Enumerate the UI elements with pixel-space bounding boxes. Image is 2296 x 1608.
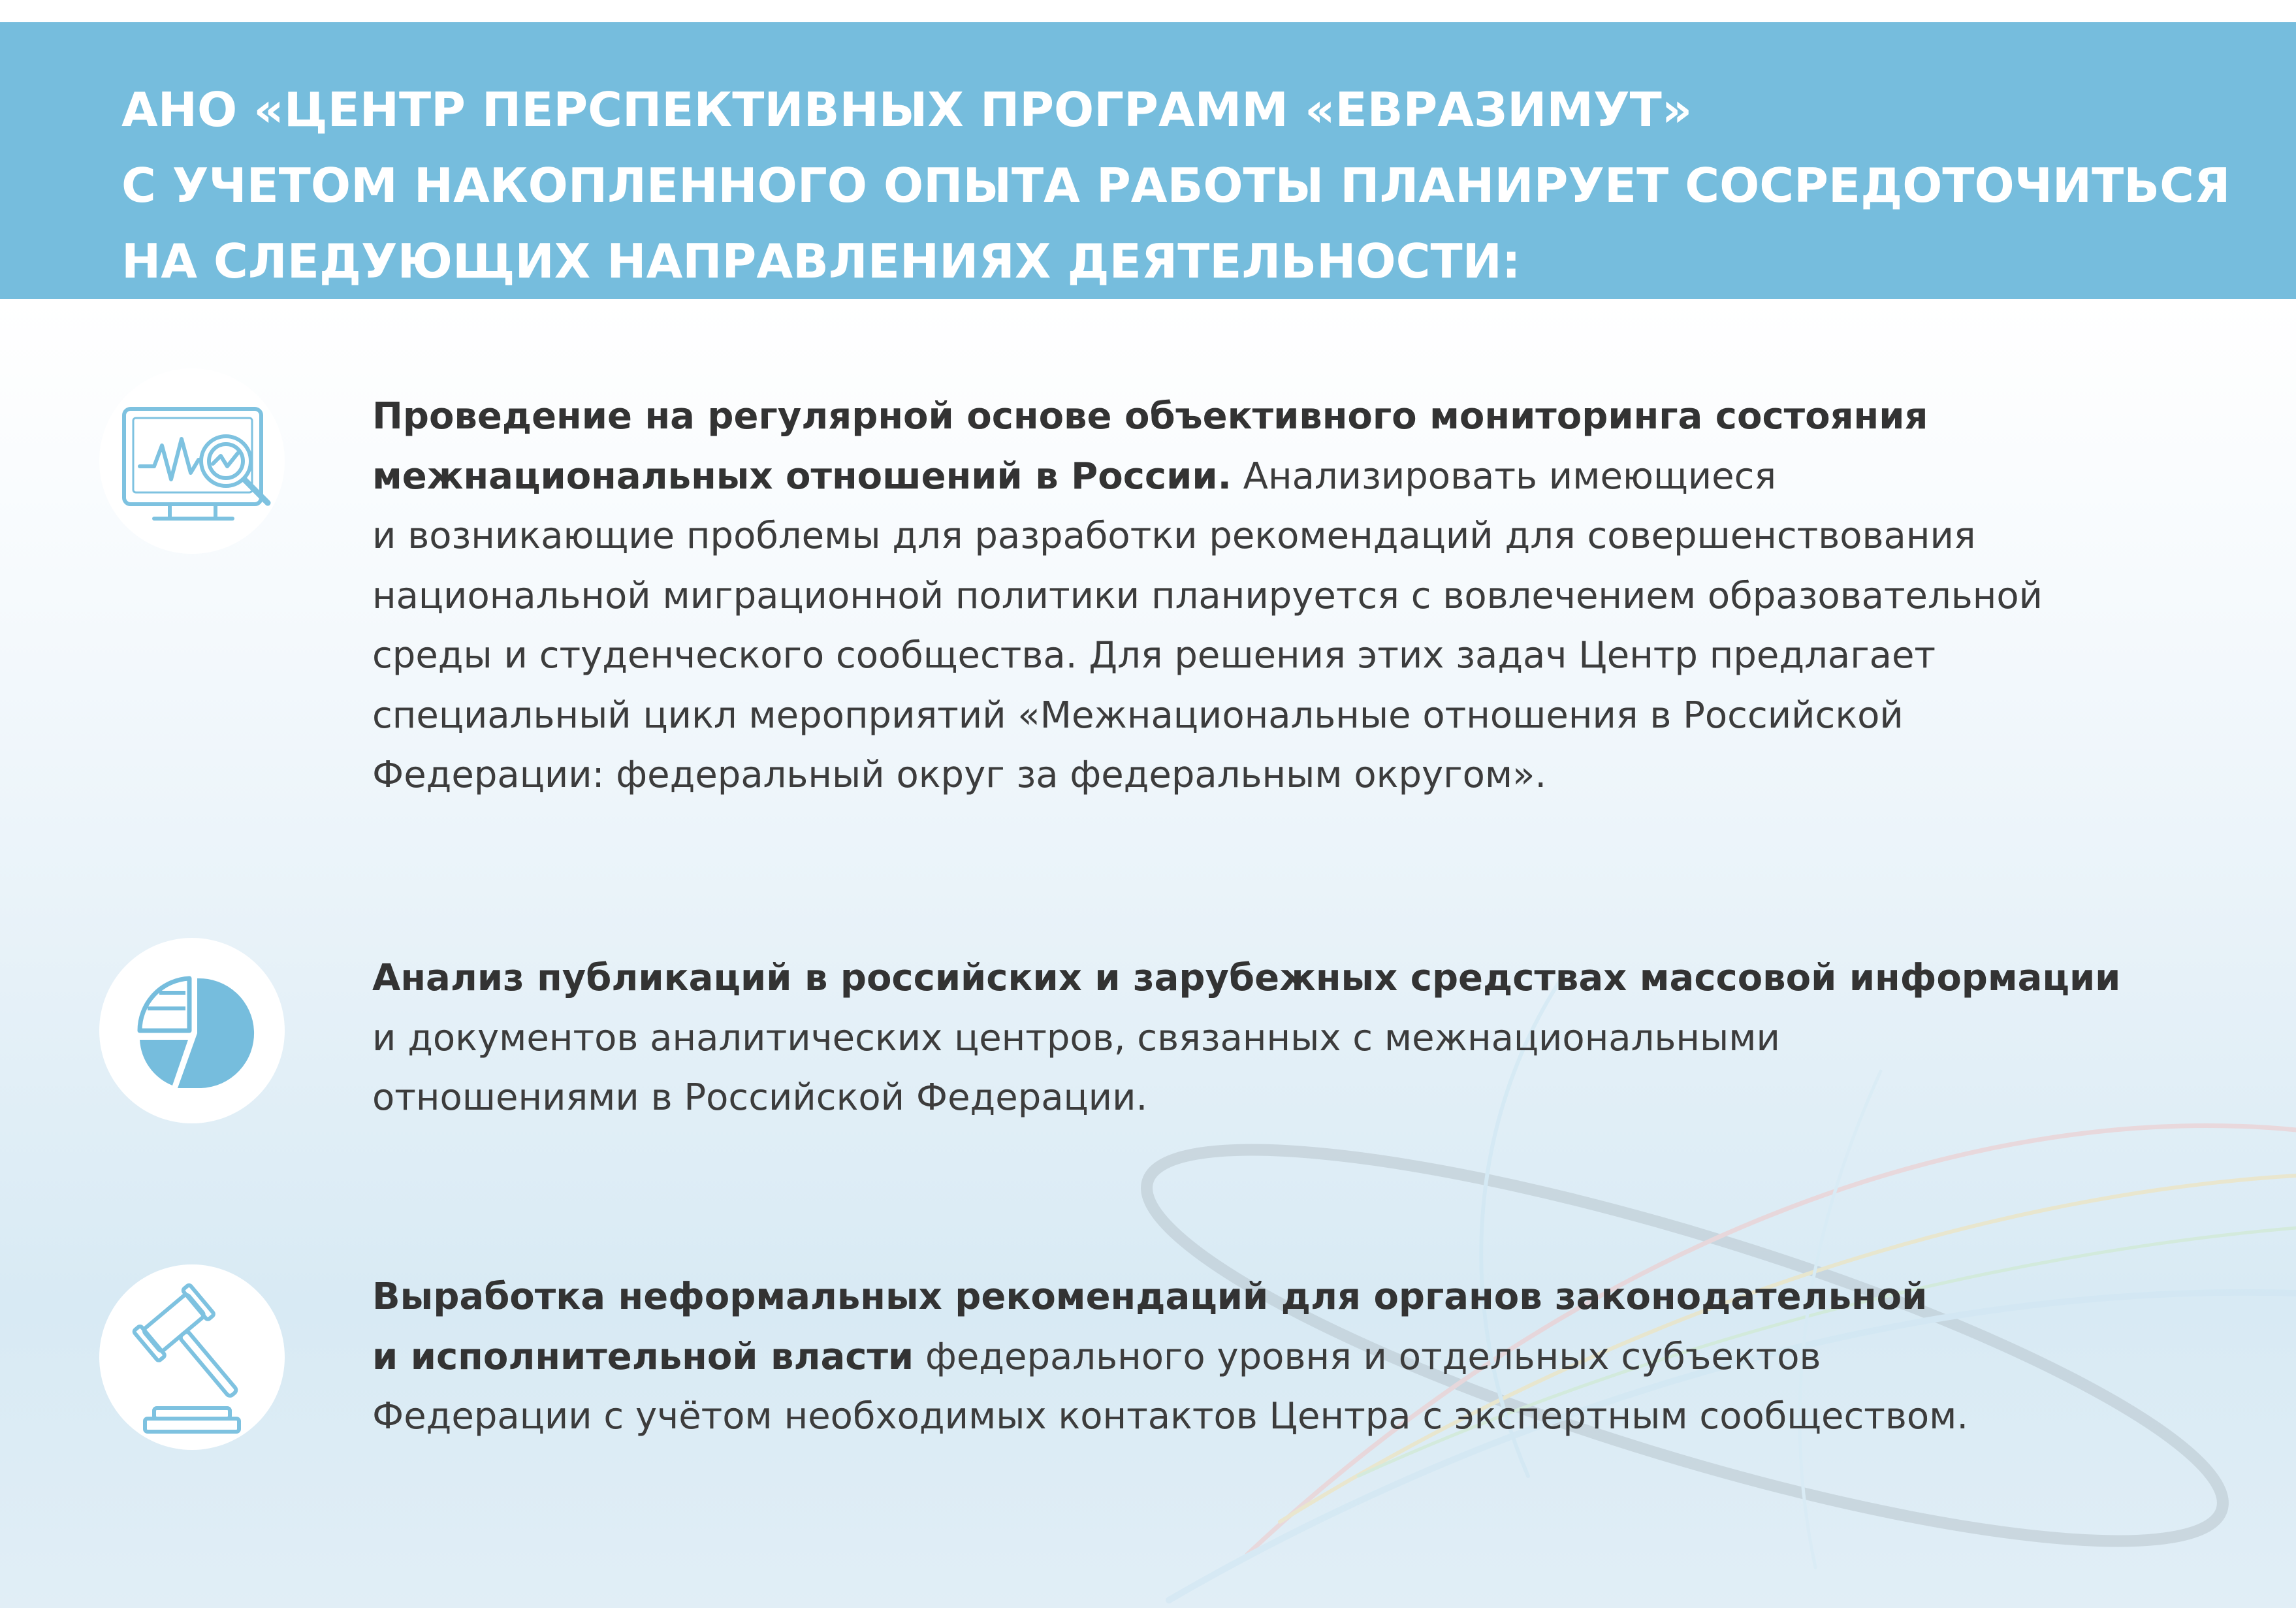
text-line: [372, 745, 2240, 805]
bold-fragment: Анализ публикаций в российских и зарубежных средствах массовой информации: [372, 957, 2121, 999]
text-line: [372, 1008, 2240, 1069]
page-title-line-1: АНО «ЦЕНТР ПЕРСПЕКТИВНЫХ ПРОГРАММ «ЕВРАЗИМУТ»: [121, 82, 1693, 137]
page-title-line-3: НА СЛЕДУЮЩИХ НАПРАВЛЕНИЯХ ДЕЯТЕЛЬНОСТИ:: [121, 234, 1521, 289]
icon-circle: [99, 1264, 285, 1450]
regular-fragment: среды и студенческого сообщества. Для решения этих задач Центр предлагает: [372, 634, 1936, 677]
gavel-icon: [99, 1264, 285, 1450]
regular-fragment: федерального уровня и отдельных субъектов: [914, 1335, 1821, 1378]
pie-chart-icon: [99, 938, 285, 1123]
text-line: [372, 948, 2240, 1008]
monitor-analytics-icon: [99, 368, 285, 554]
icon-circle: [99, 368, 285, 554]
text-line: [372, 1327, 2240, 1387]
direction-text-monitoring: [372, 387, 2240, 805]
regular-fragment: отношениями в Российской Федерации.: [372, 1076, 1148, 1119]
page-title: [121, 72, 2263, 299]
text-line: [372, 1068, 2240, 1128]
text-line: [372, 387, 2240, 447]
regular-fragment: и документов аналитических центров, связанных с межнациональными: [372, 1016, 1780, 1059]
text-line: [372, 626, 2240, 686]
bold-fragment: Проведение на регулярной основе объективного мониторинга состояния: [372, 395, 1928, 438]
top-margin-strip: [0, 0, 2296, 22]
direction-text-media-analysis: [372, 948, 2240, 1128]
regular-fragment: Федерации с учётом необходимых контактов Центра с экспертным сообществом.: [372, 1395, 1969, 1438]
direction-text-recommendations: [372, 1267, 2240, 1447]
text-line: [372, 447, 2240, 507]
text-line: [372, 1387, 2240, 1447]
page-title-line-2: С УЧЕТОМ НАКОПЛЕННОГО ОПЫТА РАБОТЫ ПЛАНИРУЕТ СОСРЕДОТОЧИТЬСЯ: [121, 158, 2231, 213]
text-line: [372, 1267, 2240, 1327]
header-banner: [0, 22, 2296, 299]
bold-fragment: и исполнительной власти: [372, 1335, 914, 1378]
icon-circle: [99, 938, 285, 1123]
regular-fragment: Федерации: федеральный округ за федеральным округом».: [372, 754, 1547, 796]
text-line: [372, 686, 2240, 746]
bold-fragment: Выработка неформальных рекомендаций для органов законодательной: [372, 1276, 1928, 1318]
bold-fragment: межнациональных отношений в России.: [372, 455, 1232, 498]
text-line: [372, 566, 2240, 626]
regular-fragment: и возникающие проблемы для разработки рекомендаций для совершенствования: [372, 515, 1976, 557]
regular-fragment: специальный цикл мероприятий «Межнациональные отношения в Российской: [372, 694, 1904, 737]
regular-fragment: национальной миграционной политики планируется с вовлечением образовательной: [372, 574, 2043, 617]
text-line: [372, 506, 2240, 566]
regular-fragment: Анализировать имеющиеся: [1231, 455, 1777, 498]
